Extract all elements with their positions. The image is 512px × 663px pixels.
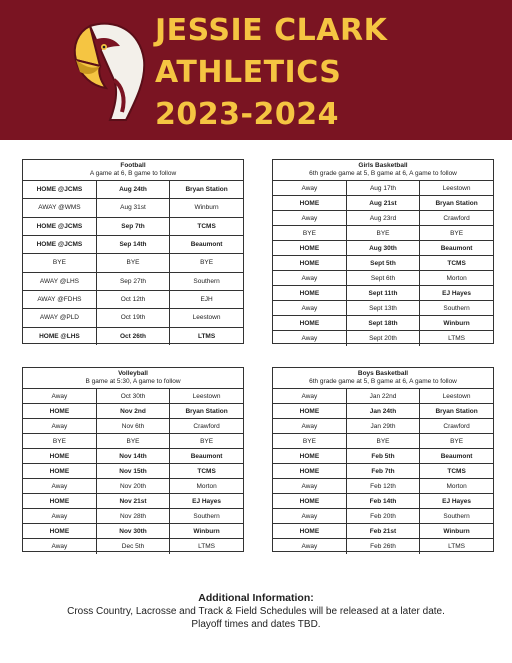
opponent-cell: BYE — [420, 434, 493, 449]
location-cell: Away — [23, 419, 96, 434]
location-cell: HOME — [273, 286, 346, 301]
location-cell: BYE — [23, 254, 96, 272]
location-cell: Away — [273, 331, 346, 346]
date-cell: Nov 30th — [96, 524, 169, 539]
table-row — [273, 539, 493, 554]
opponent-cell: Morton — [170, 479, 243, 494]
date-cell: Dec 5th — [96, 539, 169, 554]
location-cell: HOME — [273, 464, 346, 479]
table-row — [273, 464, 493, 479]
opponent-cell: Winburn — [420, 524, 493, 539]
opponent-cell: TCMS — [170, 464, 243, 479]
location-cell: HOME @LHS — [23, 327, 96, 345]
date-cell: Nov 14th — [96, 449, 169, 464]
table-row — [23, 181, 243, 199]
table-row — [23, 235, 243, 253]
location-cell: HOME — [273, 524, 346, 539]
table-row — [273, 404, 493, 419]
schedule-header — [273, 368, 493, 389]
date-cell: BYE — [96, 434, 169, 449]
table-row — [23, 419, 243, 434]
location-cell: HOME — [273, 256, 346, 271]
table-row — [273, 181, 493, 196]
opponent-cell: Southern — [420, 301, 493, 316]
location-cell: Away — [273, 211, 346, 226]
location-cell: AWAY @LHS — [23, 272, 96, 290]
date-cell: Aug 21st — [346, 196, 419, 211]
opponent-cell: Beaumont — [420, 449, 493, 464]
location-cell: Away — [273, 389, 346, 404]
date-cell: Aug 24th — [96, 181, 169, 199]
table-row — [23, 290, 243, 308]
location-cell: AWAY @WMS — [23, 199, 96, 217]
location-cell: HOME — [273, 316, 346, 331]
location-cell: Away — [273, 419, 346, 434]
opponent-cell: TCMS — [420, 464, 493, 479]
date-cell: Nov 20th — [96, 479, 169, 494]
schedule-header-row — [273, 160, 493, 181]
opponent-cell: Bryan Station — [170, 404, 243, 419]
date-cell: BYE — [346, 226, 419, 241]
date-cell: Sep 27th — [96, 272, 169, 290]
opponent-cell: Beaumont — [170, 235, 243, 253]
opponent-cell: Winburn — [170, 524, 243, 539]
location-cell: Away — [23, 479, 96, 494]
opponent-cell: Beaumont — [420, 241, 493, 256]
opponent-cell: Crawford — [420, 211, 493, 226]
date-cell: Feb 14th — [346, 494, 419, 509]
date-cell: Sept 18th — [346, 316, 419, 331]
opponent-cell: EJH — [170, 290, 243, 308]
date-cell: Sept 5th — [346, 256, 419, 271]
table-row — [273, 331, 493, 346]
location-cell: HOME — [273, 404, 346, 419]
table-row — [273, 419, 493, 434]
table-row — [23, 199, 243, 217]
table-row — [273, 389, 493, 404]
date-cell: Feb 20th — [346, 509, 419, 524]
location-cell: Away — [273, 271, 346, 286]
schedule-grid — [23, 160, 243, 345]
table-row — [23, 217, 243, 235]
table-row — [273, 226, 493, 241]
date-cell: Sept 13th — [346, 301, 419, 316]
table-row — [273, 509, 493, 524]
date-cell: Sept 6th — [346, 271, 419, 286]
location-cell: HOME @JCMS — [23, 235, 96, 253]
info-line-1: Cross Country, Lacrosse and Track & Field Schedules will be released at a later date. — [67, 606, 445, 617]
game-times: 6th grade game at 5, B game at 6, A game to follow — [309, 378, 457, 385]
title-line-3: 2023-2024 — [155, 97, 339, 132]
location-cell: HOME — [23, 524, 96, 539]
info-heading: Additional Information: — [198, 592, 314, 604]
table-row — [273, 316, 493, 331]
table-row — [23, 449, 243, 464]
sport-name: Boys Basketball — [357, 370, 409, 377]
game-times: A game at 6, B game to follow — [89, 170, 177, 177]
schedule-header-row — [23, 368, 243, 389]
additional-information — [0, 592, 512, 631]
sport-name: Volleyball — [118, 370, 148, 377]
opponent-cell: BYE — [170, 434, 243, 449]
schedule-header-row — [273, 368, 493, 389]
location-cell: HOME — [273, 196, 346, 211]
date-cell: BYE — [96, 254, 169, 272]
location-cell: HOME @JCMS — [23, 217, 96, 235]
date-cell: Sept 11th — [346, 286, 419, 301]
table-row — [273, 434, 493, 449]
location-cell: BYE — [23, 434, 96, 449]
opponent-cell: LTMS — [420, 331, 493, 346]
schedule-header-row — [23, 160, 243, 181]
opponent-cell: Southern — [170, 272, 243, 290]
location-cell: HOME — [23, 464, 96, 479]
location-cell: AWAY @FDHS — [23, 290, 96, 308]
opponent-cell: Morton — [420, 271, 493, 286]
opponent-cell: Southern — [170, 509, 243, 524]
opponent-cell: Leestown — [170, 309, 243, 327]
info-line-2: Playoff times and dates TBD. — [191, 619, 321, 630]
table-row — [23, 539, 243, 554]
date-cell: BYE — [346, 434, 419, 449]
location-cell: AWAY @PLD — [23, 309, 96, 327]
opponent-cell: EJ Hayes — [420, 286, 493, 301]
opponent-cell: EJ Hayes — [170, 494, 243, 509]
game-times: B game at 5:30, A game to follow — [85, 378, 181, 385]
opponent-cell: TCMS — [170, 217, 243, 235]
opponent-cell: Beaumont — [170, 449, 243, 464]
date-cell: Oct 19th — [96, 309, 169, 327]
table-row — [273, 301, 493, 316]
opponent-cell: TCMS — [420, 256, 493, 271]
opponent-cell: Morton — [420, 479, 493, 494]
date-cell: Aug 23rd — [346, 211, 419, 226]
location-cell: BYE — [273, 434, 346, 449]
location-cell: Away — [273, 301, 346, 316]
date-cell: Nov 28th — [96, 509, 169, 524]
location-cell: Away — [23, 389, 96, 404]
location-cell: Away — [23, 509, 96, 524]
location-cell: Away — [273, 479, 346, 494]
date-cell: Sep 7th — [96, 217, 169, 235]
table-row — [273, 211, 493, 226]
location-cell: HOME — [23, 449, 96, 464]
game-times: 6th grade game at 5, B game at 6, A game to follow — [309, 170, 457, 177]
opponent-cell: Southern — [420, 509, 493, 524]
date-cell: Jan 24th — [346, 404, 419, 419]
date-cell: Feb 21st — [346, 524, 419, 539]
table-row — [273, 479, 493, 494]
table-row — [273, 449, 493, 464]
date-cell: Sep 14th — [96, 235, 169, 253]
opponent-cell: BYE — [170, 254, 243, 272]
location-cell: Away — [23, 539, 96, 554]
table-row — [23, 254, 243, 272]
football-schedule-table — [22, 159, 244, 344]
opponent-cell: Leestown — [420, 181, 493, 196]
location-cell: HOME — [23, 494, 96, 509]
location-cell: Away — [273, 181, 346, 196]
table-row — [23, 404, 243, 419]
location-cell: BYE — [273, 226, 346, 241]
table-row — [273, 286, 493, 301]
header-banner — [0, 0, 512, 140]
table-row — [273, 524, 493, 539]
sport-name: Girls Basketball — [358, 162, 408, 169]
schedule-grid — [273, 368, 493, 554]
date-cell: Nov 21st — [96, 494, 169, 509]
opponent-cell: Leestown — [420, 389, 493, 404]
opponent-cell: Winburn — [170, 199, 243, 217]
opponent-cell: BYE — [420, 226, 493, 241]
table-row — [273, 494, 493, 509]
opponent-cell: LTMS — [420, 539, 493, 554]
date-cell: Jan 22nd — [346, 389, 419, 404]
date-cell: Nov 15th — [96, 464, 169, 479]
date-cell: Oct 30th — [96, 389, 169, 404]
opponent-cell: LTMS — [170, 539, 243, 554]
location-cell: HOME — [273, 449, 346, 464]
table-row — [23, 309, 243, 327]
page-title — [155, 10, 495, 136]
date-cell: Nov 6th — [96, 419, 169, 434]
location-cell: HOME — [273, 494, 346, 509]
opponent-cell: LTMS — [170, 327, 243, 345]
schedule-header — [273, 160, 493, 181]
date-cell: Aug 30th — [346, 241, 419, 256]
title-line-2: ATHLETICS — [155, 55, 342, 90]
schedule-header — [23, 368, 243, 389]
date-cell: Aug 31st — [96, 199, 169, 217]
table-row — [273, 256, 493, 271]
volleyball-schedule-table — [22, 367, 244, 552]
opponent-cell: Bryan Station — [420, 404, 493, 419]
date-cell: Sept 20th — [346, 331, 419, 346]
schedule-header — [23, 160, 243, 181]
table-row — [23, 479, 243, 494]
opponent-cell: Crawford — [170, 419, 243, 434]
date-cell: Feb 5th — [346, 449, 419, 464]
table-row — [23, 272, 243, 290]
date-cell: Oct 26th — [96, 327, 169, 345]
date-cell: Feb 12th — [346, 479, 419, 494]
table-row — [23, 434, 243, 449]
opponent-cell: Bryan Station — [170, 181, 243, 199]
table-row — [23, 327, 243, 345]
table-row — [23, 509, 243, 524]
location-cell: HOME — [23, 404, 96, 419]
eagle-mascot-logo — [70, 20, 150, 122]
schedule-grid — [23, 368, 243, 554]
date-cell: Feb 26th — [346, 539, 419, 554]
schedule-grid — [273, 160, 493, 346]
date-cell: Jan 29th — [346, 419, 419, 434]
opponent-cell: Bryan Station — [420, 196, 493, 211]
opponent-cell: EJ Hayes — [420, 494, 493, 509]
table-row — [23, 389, 243, 404]
table-row — [23, 464, 243, 479]
table-row — [273, 196, 493, 211]
date-cell: Aug 17th — [346, 181, 419, 196]
table-row — [273, 241, 493, 256]
sport-name: Football — [120, 162, 146, 169]
date-cell: Feb 7th — [346, 464, 419, 479]
location-cell: Away — [273, 539, 346, 554]
opponent-cell: Crawford — [420, 419, 493, 434]
table-row — [273, 271, 493, 286]
table-row — [23, 494, 243, 509]
date-cell: Nov 2nd — [96, 404, 169, 419]
date-cell: Oct 12th — [96, 290, 169, 308]
opponent-cell: Leestown — [170, 389, 243, 404]
table-row — [23, 524, 243, 539]
boys-basketball-schedule-table — [272, 367, 494, 552]
opponent-cell: Winburn — [420, 316, 493, 331]
location-cell: Away — [273, 509, 346, 524]
location-cell: HOME @JCMS — [23, 181, 96, 199]
title-line-1: JESSIE CLARK — [155, 13, 388, 48]
location-cell: HOME — [273, 241, 346, 256]
girls-basketball-schedule-table — [272, 159, 494, 344]
